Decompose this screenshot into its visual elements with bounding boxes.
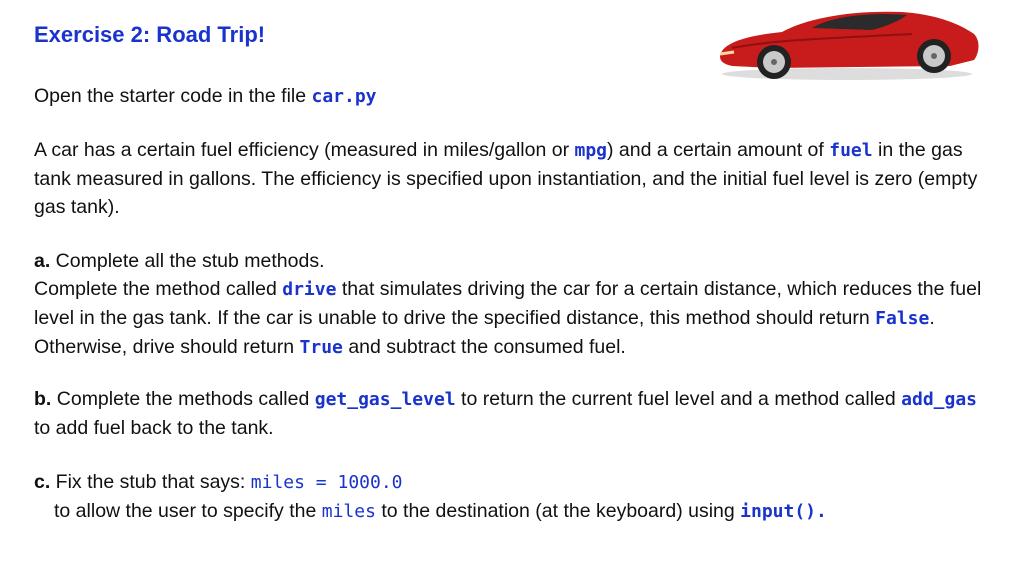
part-a-text-1: Complete the method called	[34, 278, 283, 300]
intro-paragraph	[34, 136, 994, 221]
part-c-text-2: to allow the user to specify the	[54, 500, 322, 522]
part-b-text-2: to return the current fuel level and a method called	[455, 388, 902, 410]
part-b-label: b.	[34, 388, 52, 410]
code-get-gas-level: get_gas_level	[314, 389, 456, 410]
intro-text-2: ) and a certain amount of	[607, 139, 830, 161]
part-c-text-3: to the destination (at the keyboard) using	[375, 500, 741, 522]
intro-text-3: in the gas tank measured in gallons. The efficiency is specified upon instantiation, and the initial fuel level is zero (empty gas tank).	[34, 139, 978, 218]
code-add-gas: add_gas	[901, 389, 978, 410]
code-mpg: mpg	[574, 140, 608, 161]
code-drive: drive	[282, 279, 337, 300]
part-b-paragraph	[34, 385, 994, 442]
part-a-label: a.	[34, 250, 51, 272]
part-c-label: c.	[34, 471, 51, 493]
open-text: Open the starter code in the file	[34, 85, 312, 107]
intro-text-1: A car has a certain fuel efficiency (measured in miles/gallon or	[34, 139, 575, 161]
part-a-paragraph	[34, 247, 994, 362]
code-false: False	[875, 308, 930, 329]
part-c-indent	[34, 497, 827, 526]
part-a-text-3: . Otherwise, drive should return	[34, 307, 935, 358]
part-a-text-2: that simulates driving the car for a certain distance, which reduces the fuel level in the gas tank. If the car is unable to drive the specified distance, this method should return	[34, 278, 982, 329]
part-a-heading: Complete all the stub methods.	[50, 250, 325, 272]
exercise-title: Exercise 2: Road Trip!	[34, 22, 266, 47]
code-fuel: fuel	[829, 140, 873, 161]
filename-car-py: car.py	[311, 86, 377, 107]
code-miles-stub: miles = 1000.0	[250, 472, 403, 493]
part-c-text-1: Fix the stub that says:	[50, 471, 251, 493]
code-miles: miles	[321, 501, 376, 522]
part-b-text-1: Complete the methods called	[51, 388, 315, 410]
red-sports-car-icon	[712, 4, 982, 82]
part-b-text-3: to add fuel back to the tank.	[34, 417, 274, 439]
part-a-text-4: and subtract the consumed fuel.	[342, 336, 626, 358]
part-c-paragraph	[34, 468, 994, 526]
code-true: True	[299, 337, 343, 358]
open-starter-paragraph	[34, 82, 994, 111]
code-input: input().	[740, 501, 827, 522]
